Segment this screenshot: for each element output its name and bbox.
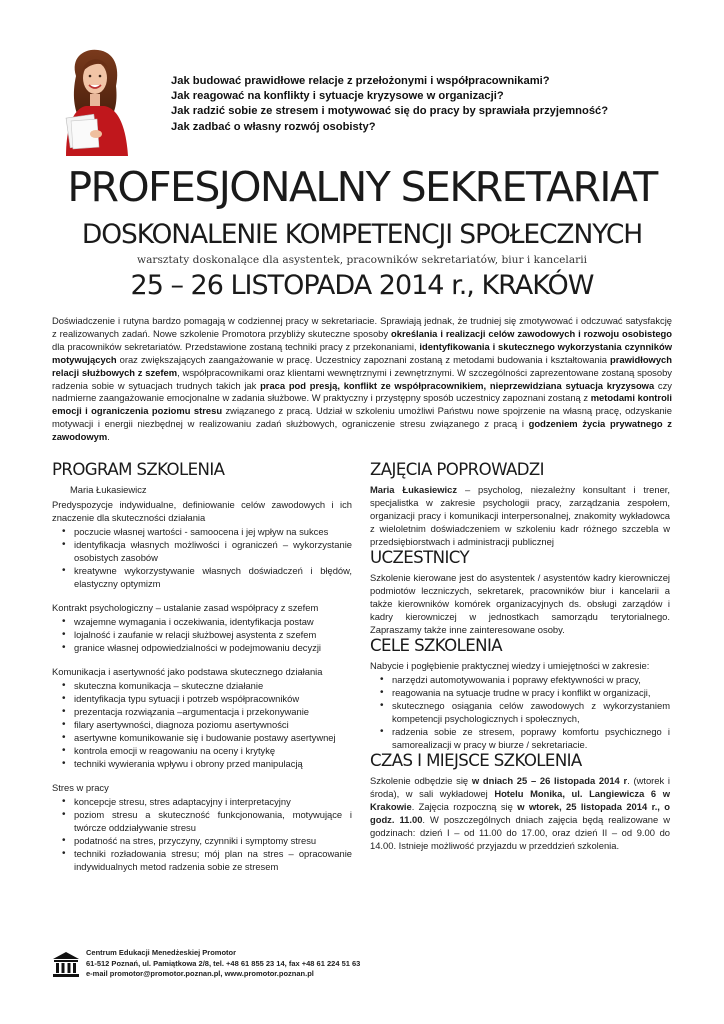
goals-list [370, 673, 670, 751]
list-item: • reagowania na sytuacje trudne w pracy i konflikt w organizacji, [370, 686, 670, 699]
list-item: • narzędzi automotywowania i poprawy efektywności w pracy, [370, 673, 670, 686]
list-item: • filary asertywności, diagnoza poziomu asertywności [52, 718, 352, 731]
page-subtitle: DOSKONALENIE KOMPETENCJI SPOŁECZNYCH [81, 219, 643, 250]
list-item: • kreatywne wykorzystywanie własnych doświadczeń i błędów, elastyczny optymizm [52, 564, 352, 590]
program-block [52, 601, 352, 654]
list-item: • granice własnej odpowiedzialności w podejmowaniu decyzji [52, 641, 352, 654]
text-run: oraz zwiększających zaangażowanie w pracę. Uczestnicy zapoznani zostaną z metodami budowania i kształtowania [116, 353, 610, 365]
bold-run: identyfikowania i skutecznego wykorzystania czynników motywujących [52, 340, 673, 365]
list-item: • identyfikacja typu sytuacji i potrzeb współpracowników [52, 692, 352, 705]
list-item: • identyfikacja własnych możliwości i ograniczeń – wykorzystanie osobistych zasobów [52, 538, 352, 564]
list-item: • poziom stresu a skuteczność funkcjonowania, motywujące i twórcze oddziaływanie stresu [52, 808, 352, 834]
venue-heading: CZAS I MIEJSCE SZKOLENIA [370, 751, 582, 770]
info-column [370, 460, 670, 852]
program-block [52, 781, 352, 873]
question-line: Jak reagować na konflikty i sytuacje kryzysowe w organizacji? [171, 90, 504, 103]
list-item: • podatność na stres, przyczyny, czynniki i symptomy stresu [52, 834, 352, 847]
list-item: • skuteczna komunikacja – skuteczne działanie [52, 679, 352, 692]
program-block-list [52, 795, 352, 873]
footer-org: Centrum Edukacji Menedżeskiej Promotor [86, 948, 237, 957]
text-run: dla pracowników sekretariatów. Przedstawione zostaną techniki pracy z przekonaniami, [52, 340, 420, 352]
program-block [52, 498, 352, 590]
intro-paragraph [52, 315, 672, 444]
list-item: • radzenia sobie ze stresem, poprawy komfortu psychicznego i samorealizacji w pracy w biurze / sekretariacie. [370, 725, 670, 751]
bold-run: metodami kontroli emocji i ograniczenia poziomu stresu [52, 392, 673, 417]
program-block-title: Stres w pracy [52, 782, 109, 793]
footer-text [86, 948, 360, 980]
trainers-heading: ZAJĘCIA POPROWADZI [370, 460, 544, 479]
program-block-list [52, 679, 352, 770]
program-block-title: Kontrakt psychologiczny – ustalanie zasad współpracy z szefem [52, 602, 319, 613]
bold-run: Hotelu Monika, ul. Langiewicza 6 w Krakowie [370, 788, 670, 812]
bold-run: praca pod presją, konflikt ze współpracownikiem, nieprzewidziana sytuacja kryzysowa [260, 379, 655, 391]
text-run: . W poszczególnych dniach zajęcia będą realizowane w godzinach: dzień I – od 11.00 do 17.00, oraz dzień II – od 9.00 do 14.00. Istnieje możliwość przyjazdu w przeddzień szkolenia. [370, 814, 670, 851]
goals-intro: Nabycie i pogłębienie praktycznej wiedzy i umiejętności w zakresie: [370, 660, 650, 671]
question-line: Jak radzić sobie ze stresem i motywować się do pracy by sprawiała przyjemność? [171, 105, 609, 118]
text-run: czy nadmierne zaangażowanie emocjonalne w zadania służbowe. W praktyczny i przystępny sposób uczestnicy zapoznani zostaną z [52, 379, 672, 404]
woman-portrait-image [56, 46, 134, 156]
list-item: • koncepcje stresu, stres adaptacyjny i interpretacyjny [52, 795, 352, 808]
list-item: • prezentacja rozwiązania –argumentacja i przekonywanie [52, 705, 352, 718]
event-date-location: 25 – 26 LISTOPADA 2014 r., KRAKÓW [130, 270, 594, 301]
trainer-bio-text: – psycholog, niezależny konsultant i trener, specjalistka w zakresie psychologii pracy, zarządzania zespołem, organizacji pracy i komunikacji interpersonalnej, znakomity wykładowca z wieloletnim doświadczeniem w szkoleniu kadr różnego szczebla w przedsiębiorstwach i administracji publicznej [370, 484, 671, 547]
footer-address: 61-512 Poznań, ul. Pamiątkowa 2/8, tel. +48 61 855 23 14, fax +48 61 224 51 63 [86, 958, 361, 968]
header [56, 46, 668, 158]
page-title: PROFESJONALNY SEKRETARIAT [67, 163, 657, 211]
goals-heading: CELE SZKOLENIA [370, 636, 502, 655]
question-line: Jak budować prawidłowe relacje z przełożonymi i współpracownikami? [171, 75, 550, 87]
program-block-title: Predyspozycje indywidualne, definiowanie celów zawodowych i ich znaczenie dla skuteczności działania [52, 499, 352, 523]
program-block-list [52, 525, 352, 590]
text-run: , współpracownikami oraz klientami wewnętrznymi i zewnętrznymi. W szczególności zaprezentowane zostaną sposoby radzenia sobie w sytuacjach trudnych takich jak [52, 366, 672, 391]
program-block [52, 665, 352, 770]
list-item: • skutecznego osiągania celów zawodowych z wykorzystaniem kompetencji psychologicznych i społecznych, [370, 699, 670, 725]
text-run: Szkolenie odbędzie się [370, 775, 472, 786]
list-item: • techniki wywierania wpływu i obrony przed manipulacją [52, 757, 352, 770]
question-line: Jak zadbać o własny rozwój osobisty? [171, 120, 376, 133]
program-blocks [52, 498, 352, 873]
bold-run: w dniach 25 – 26 listopada 2014 r [471, 775, 628, 786]
trainer-bio [370, 483, 670, 548]
bold-run: określania i realizacji celów zawodowych i rozwoju osobistego [391, 327, 672, 339]
building-logo-icon [52, 950, 80, 978]
program-block-list [52, 615, 352, 654]
text-run: Doświadczenie i rutyna bardzo pomagają w codziennej pracy w sekretariacie. Sprawiają jednak, że trudniej się zmotywować i odczuwać satysfakcję z realizowanych zadań. Nowe szkolenie Promotora przybliży skuteczne sposoby [52, 315, 672, 339]
venue-text [370, 774, 670, 852]
bold-run: w wtorek, 25 listopada 2014 r., o godz. 11.00 [370, 801, 670, 825]
program-trainer: Maria Łukasiewicz [70, 484, 147, 495]
text-run: . Zajęcia rozpoczną się [411, 801, 518, 812]
program-heading: PROGRAM SZKOLENIA [52, 460, 225, 479]
list-item: • poczucie własnej wartości - samoocena i jej wpływ na sukces [52, 525, 352, 538]
list-item: • techniki rozładowania stresu; mój plan na stres – opracowanie indywidualnych metod radzenia sobie ze stresem [52, 847, 352, 873]
program-column [52, 460, 352, 873]
list-item: • kontrola emocji w reagowaniu na oceny i krytykę [52, 744, 352, 757]
list-item: • asertywne komunikowanie się i budowanie postawy asertywnej [52, 731, 352, 744]
text-run: . [107, 431, 110, 443]
bold-run: prawidłowych relacji służbowych z szefem [52, 353, 672, 378]
audience-line: warsztaty doskonalące dla asystentek, pracowników sekretariatów, biur i kancelarii [137, 254, 587, 266]
bold-run: godzeniem życia prywatnego z zawodowym [52, 418, 672, 443]
program-block-title: Komunikacja i asertywność jako podstawa skutecznego działania [52, 666, 323, 677]
trainer-name: Maria Łukasiewicz [370, 484, 458, 495]
list-item: • wzajemne wymagania i oczekiwania, identyfikacja postaw [52, 615, 352, 628]
footer-contact: e-mail promotor@promotor.poznan.pl, www.promotor.poznan.pl [86, 969, 314, 978]
text-run: związanego z pracą. Udział w szkoleniu umożliwi Państwu nowe spojrzenie na własną pracę, odzyskanie motywacji i energii niezbędnej w realizowaniu zadań służbowych, ograniczenie stresu związanego z pracą i [52, 405, 672, 430]
participants-heading: UCZESTNICY [370, 548, 469, 567]
participants-text: Szkolenie kierowane jest do asystentek / asystentów kadry kierowniczej podmiotów leczniczych, sekretarek, pracowników biur i kancelarii a także kierowników komórek organizacyjnych ds. obsługi zarządów i kadry kierowniczej w jednostkach samorządu terytorialnego. Zapraszamy także inne zainteresowane osoby. [370, 572, 670, 635]
header-questions [171, 74, 608, 135]
text-run: . (wtorek i środa), w sali wykładowej [370, 775, 671, 799]
footer [52, 948, 472, 984]
list-item: • lojalność i zaufanie w relacji służbowej asystenta z szefem [52, 628, 352, 641]
